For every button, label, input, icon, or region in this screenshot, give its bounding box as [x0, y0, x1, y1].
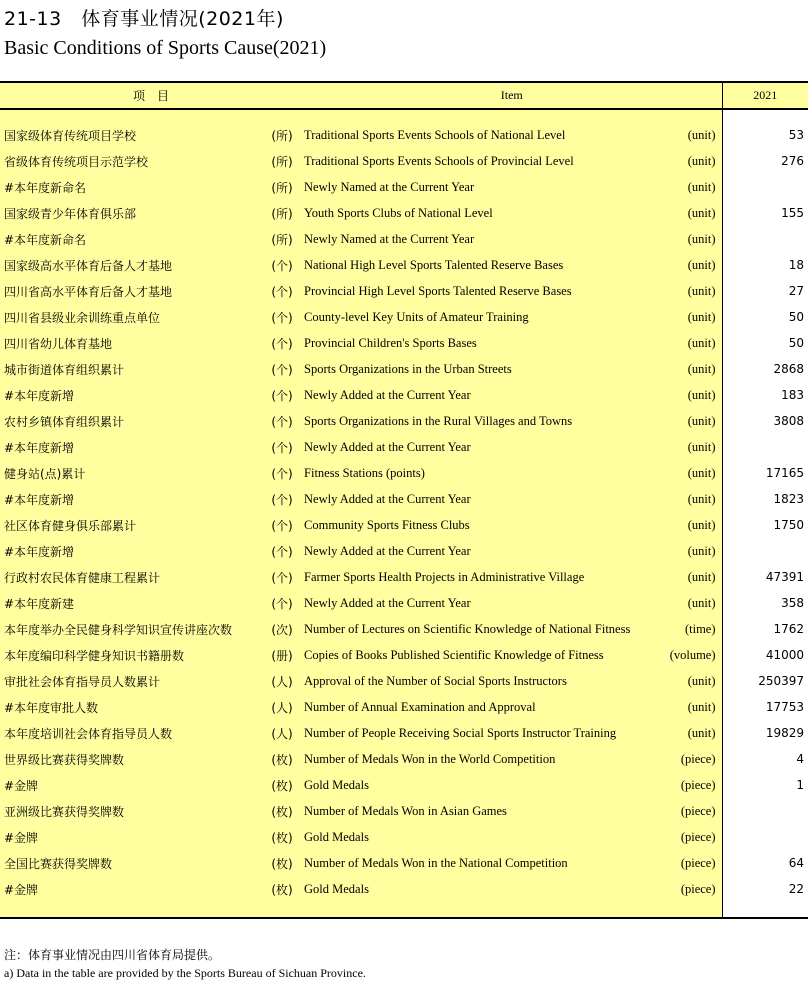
row-item-cn: #金牌	[0, 876, 262, 902]
row-unit-en: (unit)	[660, 434, 722, 460]
row-unit-cn: (个)	[262, 408, 302, 434]
row-item-en: Sports Organizations in the Urban Streets	[302, 356, 660, 382]
table-row	[0, 720, 808, 746]
row-unit-cn: (个)	[262, 590, 302, 616]
row-unit-en: (piece)	[660, 772, 722, 798]
table-row	[0, 330, 808, 356]
row-item-en: Gold Medals	[302, 772, 660, 798]
table-row	[0, 408, 808, 434]
row-item-cn: 本年度举办全民健身科学知识宣传讲座次数	[0, 616, 262, 642]
row-item-en: Community Sports Fitness Clubs	[302, 512, 660, 538]
row-unit-cn: (所)	[262, 122, 302, 148]
row-item-en: Youth Sports Clubs of National Level	[302, 200, 660, 226]
row-unit-en: (unit)	[660, 720, 722, 746]
row-value	[722, 226, 808, 252]
row-item-cn: 农村乡镇体育组织累计	[0, 408, 262, 434]
row-value	[722, 174, 808, 200]
table-header-row	[0, 82, 808, 109]
row-item-cn: 四川省幼儿体育基地	[0, 330, 262, 356]
row-item-en: Gold Medals	[302, 824, 660, 850]
row-unit-en: (unit)	[660, 200, 722, 226]
row-unit-cn: (个)	[262, 564, 302, 590]
header-year: 2021	[722, 82, 808, 109]
row-item-cn: 行政村农民体育健康工程累计	[0, 564, 262, 590]
row-value: 27	[722, 278, 808, 304]
row-unit-en: (unit)	[660, 486, 722, 512]
row-item-cn: 本年度编印科学健身知识书籍册数	[0, 642, 262, 668]
row-unit-en: (unit)	[660, 174, 722, 200]
row-unit-cn: (个)	[262, 304, 302, 330]
row-item-cn: 国家级高水平体育后备人才基地	[0, 252, 262, 278]
row-unit-en: (unit)	[660, 408, 722, 434]
row-unit-en: (unit)	[660, 330, 722, 356]
table-row	[0, 668, 808, 694]
row-item-cn: #金牌	[0, 824, 262, 850]
row-item-en: Fitness Stations (points)	[302, 460, 660, 486]
row-unit-en: (unit)	[660, 590, 722, 616]
row-unit-cn: (次)	[262, 616, 302, 642]
table-row	[0, 122, 808, 148]
row-item-en: Provincial High Level Sports Talented Reserve Bases	[302, 278, 660, 304]
row-unit-cn: (个)	[262, 486, 302, 512]
row-value: 50	[722, 330, 808, 356]
row-value: 41000	[722, 642, 808, 668]
row-unit-cn: (枚)	[262, 850, 302, 876]
row-unit-en: (unit)	[660, 148, 722, 174]
row-item-cn: 城市街道体育组织累计	[0, 356, 262, 382]
spacer-row	[0, 109, 808, 122]
row-unit-en: (unit)	[660, 356, 722, 382]
row-item-en: Approval of the Number of Social Sports Instructors	[302, 668, 660, 694]
row-unit-en: (unit)	[660, 538, 722, 564]
row-item-cn: #本年度新增	[0, 382, 262, 408]
row-item-cn: 社区体育健身俱乐部累计	[0, 512, 262, 538]
row-item-en: Newly Added at the Current Year	[302, 382, 660, 408]
row-item-cn: #本年度新命名	[0, 174, 262, 200]
row-item-cn: 审批社会体育指导员人数累计	[0, 668, 262, 694]
row-unit-cn: (所)	[262, 174, 302, 200]
row-value: 1	[722, 772, 808, 798]
row-value: 276	[722, 148, 808, 174]
table-row	[0, 226, 808, 252]
spacer-row-bottom	[0, 902, 808, 918]
row-unit-cn: (个)	[262, 382, 302, 408]
table-row	[0, 746, 808, 772]
row-unit-cn: (个)	[262, 538, 302, 564]
row-item-cn: 本年度培训社会体育指导员人数	[0, 720, 262, 746]
row-value: 358	[722, 590, 808, 616]
row-item-en: Traditional Sports Events Schools of National Level	[302, 122, 660, 148]
table-row	[0, 538, 808, 564]
row-value: 1750	[722, 512, 808, 538]
table-row	[0, 824, 808, 850]
table-row	[0, 382, 808, 408]
row-value: 50	[722, 304, 808, 330]
row-unit-en: (unit)	[660, 226, 722, 252]
row-value: 155	[722, 200, 808, 226]
table-row	[0, 200, 808, 226]
row-unit-en: (piece)	[660, 746, 722, 772]
row-item-cn: 国家级体育传统项目学校	[0, 122, 262, 148]
row-item-en: Newly Added at the Current Year	[302, 434, 660, 460]
row-value	[722, 798, 808, 824]
row-item-en: Newly Added at the Current Year	[302, 538, 660, 564]
table-row	[0, 278, 808, 304]
table-row	[0, 876, 808, 902]
page-title-en: Basic Conditions of Sports Cause(2021)	[4, 37, 327, 59]
row-unit-cn: (个)	[262, 252, 302, 278]
row-item-en: Provincial Children's Sports Bases	[302, 330, 660, 356]
row-value: 1762	[722, 616, 808, 642]
row-item-cn: #金牌	[0, 772, 262, 798]
row-unit-cn: (所)	[262, 226, 302, 252]
row-value: 19829	[722, 720, 808, 746]
row-unit-en: (piece)	[660, 876, 722, 902]
footnote-cn: 注：体育事业情况由四川省体育局提供。	[4, 948, 221, 962]
row-unit-cn: (个)	[262, 330, 302, 356]
row-item-en: Number of Annual Examination and Approval	[302, 694, 660, 720]
table-row	[0, 590, 808, 616]
row-unit-cn: (枚)	[262, 746, 302, 772]
footnote-en: a) Data in the table are provided by the Sports Bureau of Sichuan Province.	[4, 966, 366, 980]
row-value: 17753	[722, 694, 808, 720]
row-unit-en: (unit)	[660, 668, 722, 694]
row-item-en: Newly Added at the Current Year	[302, 590, 660, 616]
row-unit-en: (unit)	[660, 460, 722, 486]
table-row	[0, 694, 808, 720]
row-value	[722, 538, 808, 564]
table-row	[0, 564, 808, 590]
row-item-cn: 国家级青少年体育俱乐部	[0, 200, 262, 226]
table-row	[0, 304, 808, 330]
row-item-cn: 全国比赛获得奖牌数	[0, 850, 262, 876]
row-unit-en: (time)	[660, 616, 722, 642]
row-item-cn: #本年度新命名	[0, 226, 262, 252]
row-value	[722, 434, 808, 460]
row-item-cn: #本年度新增	[0, 486, 262, 512]
row-unit-en: (unit)	[660, 252, 722, 278]
row-item-en: Gold Medals	[302, 876, 660, 902]
row-item-en: Copies of Books Published Scientific Knowledge of Fitness	[302, 642, 660, 668]
row-value	[722, 824, 808, 850]
table-body	[0, 109, 808, 918]
row-item-cn: 四川省高水平体育后备人才基地	[0, 278, 262, 304]
row-unit-cn: (人)	[262, 720, 302, 746]
row-unit-cn: (人)	[262, 694, 302, 720]
row-unit-en: (piece)	[660, 798, 722, 824]
row-item-cn: #本年度新增	[0, 538, 262, 564]
row-item-en: Newly Added at the Current Year	[302, 486, 660, 512]
row-item-en: Number of Lectures on Scientific Knowledge of National Fitness	[302, 616, 660, 642]
row-value: 4	[722, 746, 808, 772]
table-row	[0, 148, 808, 174]
row-value: 47391	[722, 564, 808, 590]
table-row	[0, 252, 808, 278]
table-row	[0, 616, 808, 642]
row-value: 2868	[722, 356, 808, 382]
row-item-en: Number of Medals Won in the World Competition	[302, 746, 660, 772]
row-item-en: Farmer Sports Health Projects in Administrative Village	[302, 564, 660, 590]
row-value: 3808	[722, 408, 808, 434]
row-unit-cn: (册)	[262, 642, 302, 668]
row-item-en: Sports Organizations in the Rural Villages and Towns	[302, 408, 660, 434]
row-value: 53	[722, 122, 808, 148]
row-item-en: Number of Medals Won in the National Competition	[302, 850, 660, 876]
row-item-cn: 世界级比赛获得奖牌数	[0, 746, 262, 772]
row-unit-cn: (个)	[262, 460, 302, 486]
row-unit-cn: (个)	[262, 512, 302, 538]
row-item-en: Number of People Receiving Social Sports Instructor Training	[302, 720, 660, 746]
row-item-en: Number of Medals Won in Asian Games	[302, 798, 660, 824]
header-item-en: Item	[302, 82, 722, 109]
row-item-cn: #本年度新增	[0, 434, 262, 460]
row-unit-cn: (枚)	[262, 876, 302, 902]
table-row	[0, 512, 808, 538]
row-unit-en: (unit)	[660, 122, 722, 148]
table-row	[0, 174, 808, 200]
row-unit-cn: (个)	[262, 356, 302, 382]
row-unit-en: (unit)	[660, 564, 722, 590]
row-unit-cn: (枚)	[262, 798, 302, 824]
table-row	[0, 434, 808, 460]
row-item-en: Newly Named at the Current Year	[302, 226, 660, 252]
row-value: 250397	[722, 668, 808, 694]
row-unit-cn: (所)	[262, 148, 302, 174]
row-unit-cn: (个)	[262, 278, 302, 304]
row-value: 17165	[722, 460, 808, 486]
row-item-cn: 省级体育传统项目示范学校	[0, 148, 262, 174]
table-row	[0, 486, 808, 512]
row-item-cn: 健身站(点)累计	[0, 460, 262, 486]
row-unit-en: (piece)	[660, 824, 722, 850]
row-item-cn: #本年度审批人数	[0, 694, 262, 720]
row-value: 22	[722, 876, 808, 902]
row-unit-cn: (枚)	[262, 824, 302, 850]
table-row	[0, 798, 808, 824]
row-unit-cn: (个)	[262, 434, 302, 460]
row-unit-cn: (枚)	[262, 772, 302, 798]
row-unit-en: (unit)	[660, 694, 722, 720]
row-item-cn: #本年度新建	[0, 590, 262, 616]
row-value: 18	[722, 252, 808, 278]
row-item-en: Newly Named at the Current Year	[302, 174, 660, 200]
table-row	[0, 850, 808, 876]
row-unit-en: (unit)	[660, 278, 722, 304]
page-title-cn: 21-13 体育事业情况(2021年)	[4, 8, 284, 30]
row-item-cn: 亚洲级比赛获得奖牌数	[0, 798, 262, 824]
table-row	[0, 772, 808, 798]
row-item-en: Traditional Sports Events Schools of Provincial Level	[302, 148, 660, 174]
row-value: 1823	[722, 486, 808, 512]
row-unit-en: (unit)	[660, 382, 722, 408]
row-unit-en: (unit)	[660, 512, 722, 538]
row-value: 64	[722, 850, 808, 876]
row-unit-en: (unit)	[660, 304, 722, 330]
table-row	[0, 642, 808, 668]
table-row	[0, 356, 808, 382]
row-unit-cn: (人)	[262, 668, 302, 694]
row-unit-cn: (所)	[262, 200, 302, 226]
sports-table-container	[0, 81, 808, 919]
row-item-en: County-level Key Units of Amateur Training	[302, 304, 660, 330]
header-item-cn: 项 目	[0, 82, 302, 109]
row-item-en: National High Level Sports Talented Reserve Bases	[302, 252, 660, 278]
row-unit-en: (piece)	[660, 850, 722, 876]
row-unit-en: (volume)	[660, 642, 722, 668]
row-item-cn: 四川省县级业余训练重点单位	[0, 304, 262, 330]
table-row	[0, 460, 808, 486]
sports-table	[0, 81, 808, 919]
row-value: 183	[722, 382, 808, 408]
